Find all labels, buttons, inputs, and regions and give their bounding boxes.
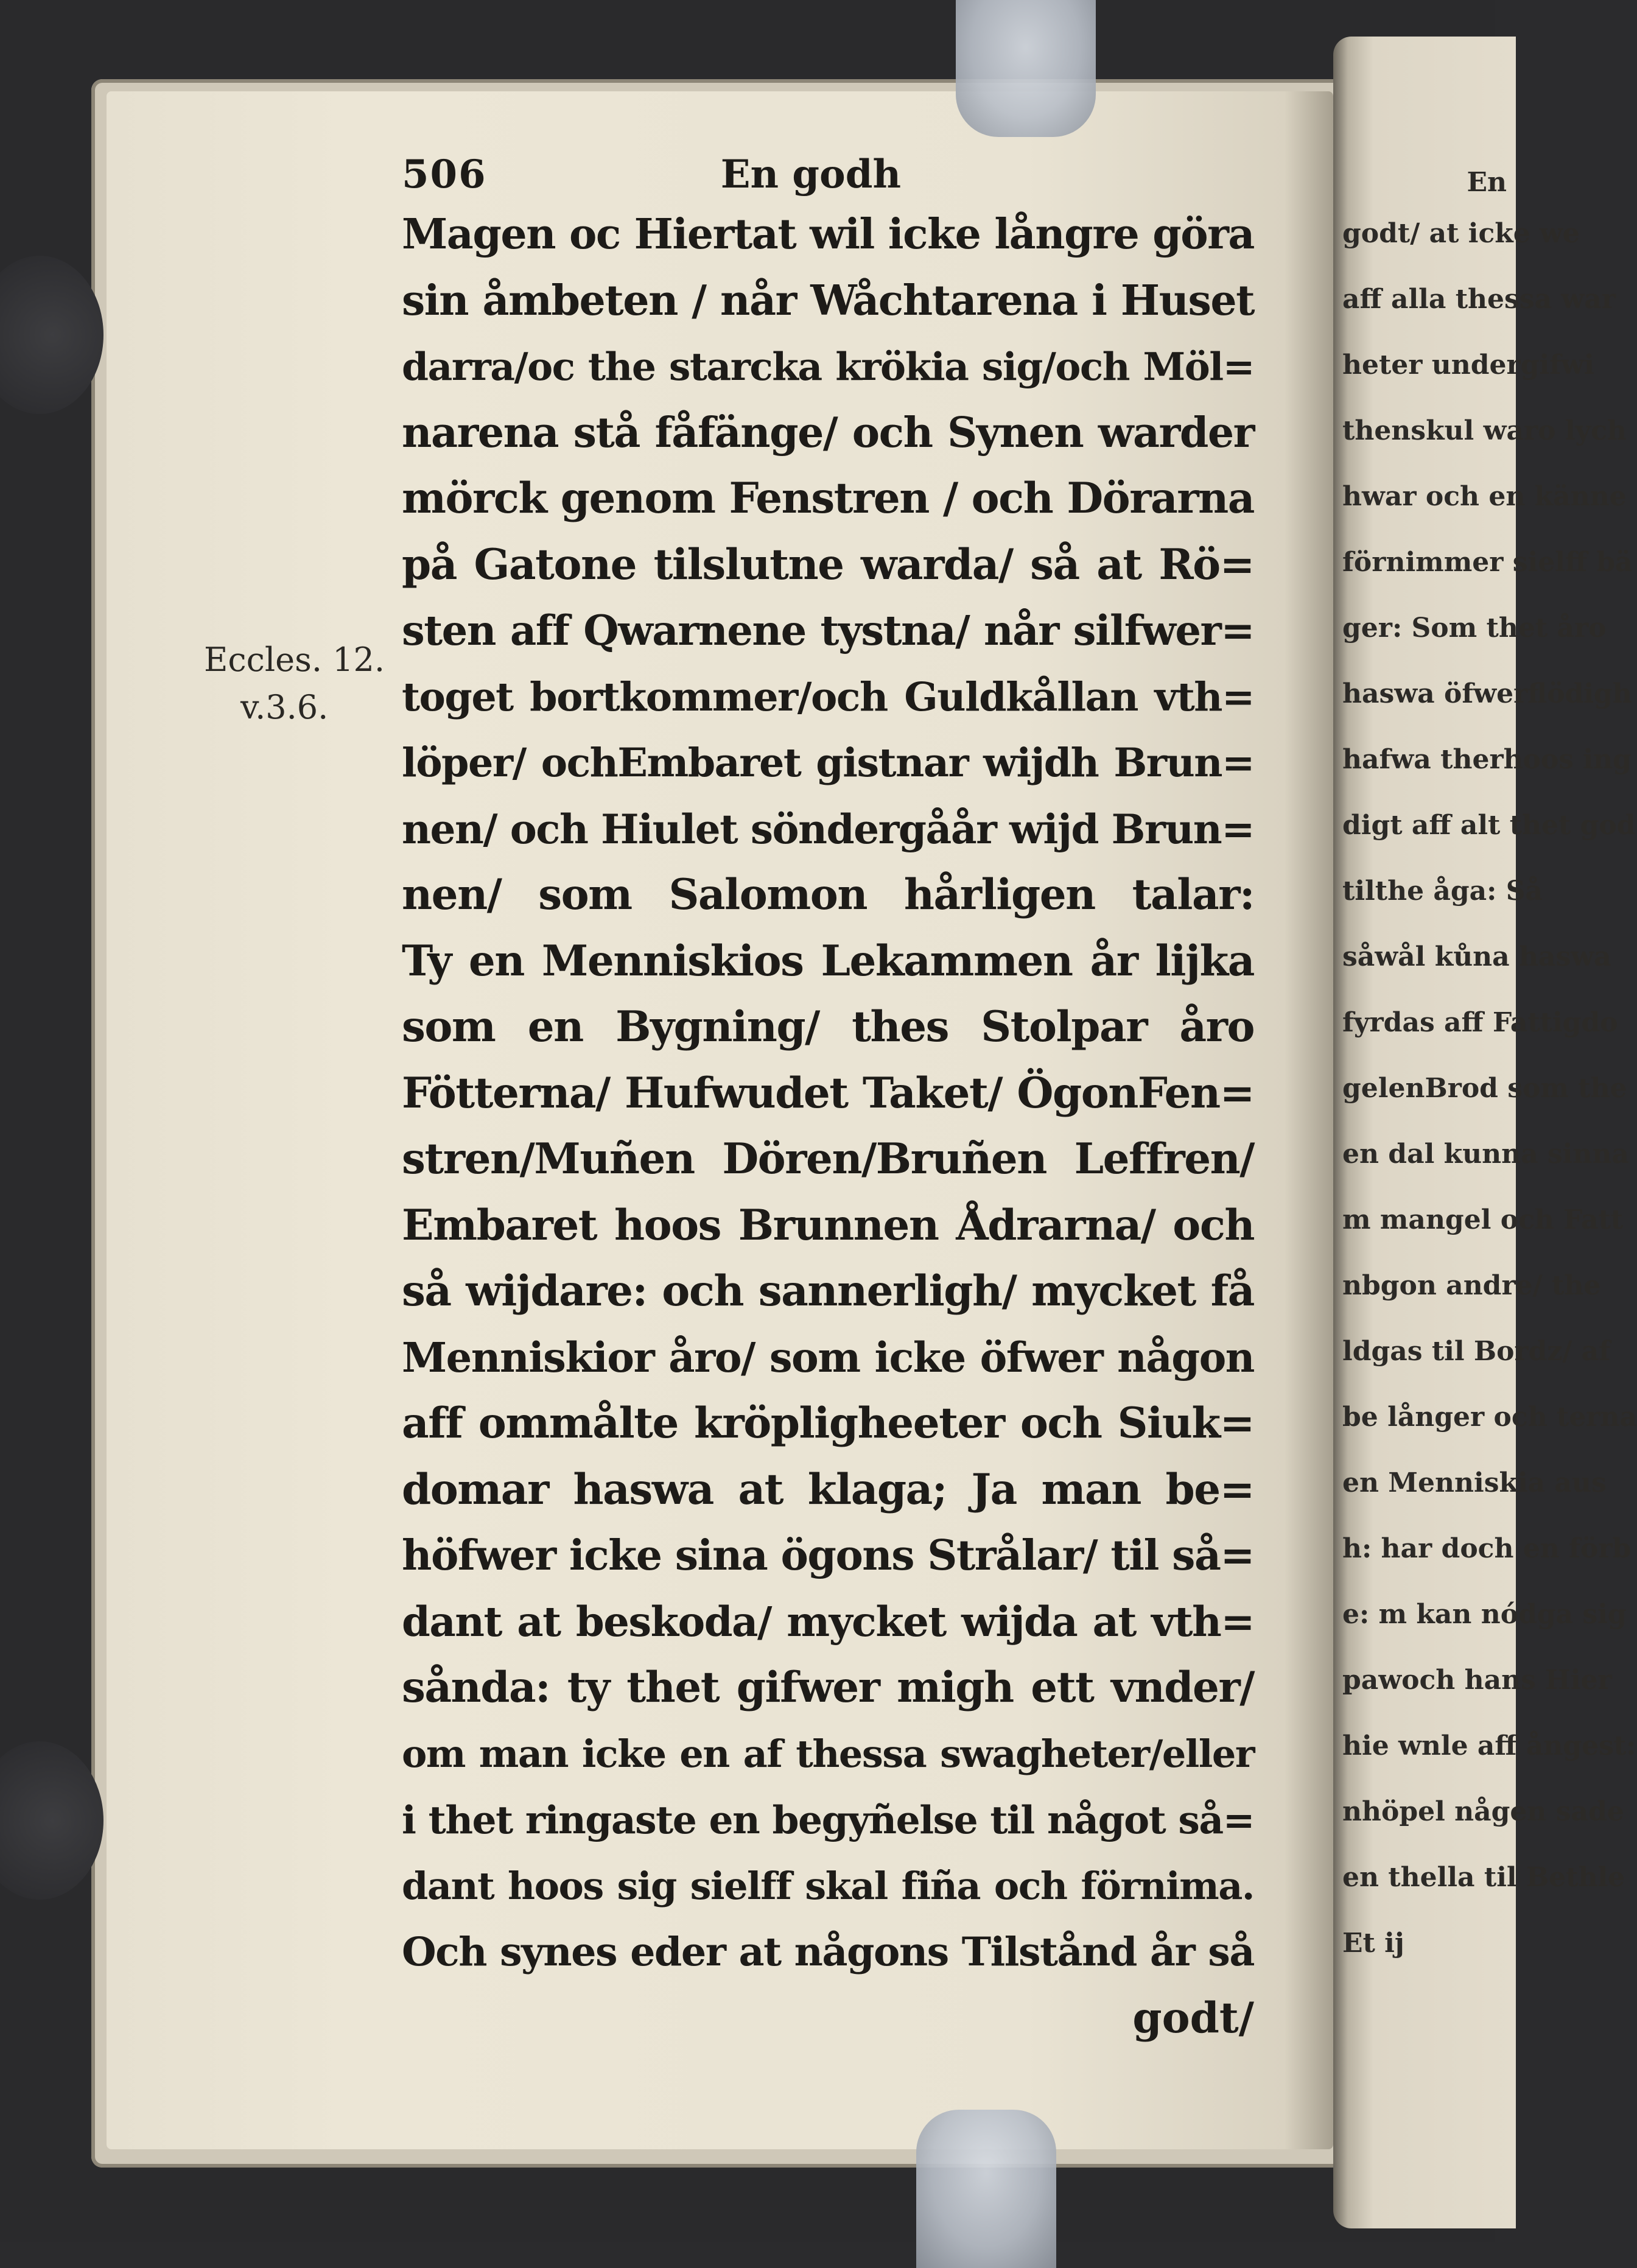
- text-line: i thet ringaste en begyñelse til något så=: [402, 1797, 1254, 1842]
- facing-text-line: hie wnle aff ångest:: [1342, 1730, 1636, 1761]
- text-line: stren/Muñen Dören/Bruñen Leffren/: [402, 1134, 1254, 1184]
- facing-text-line: e: m kan nódga sig: [1342, 1599, 1627, 1630]
- text-line: nen/ och Hiulet söndergåår wijd Brun=: [402, 805, 1254, 853]
- book-clip-bottom: [916, 2110, 1056, 2268]
- text-line: Embaret hoos Brunnen Ådrarna/ och: [402, 1200, 1254, 1250]
- text-line: Ty en Menniskios Lekammen år lijka: [402, 936, 1254, 986]
- right-page-text: [1342, 164, 1637, 1976]
- facing-text-line: thenskul waro lych: [1342, 415, 1627, 446]
- page-number: 506: [402, 152, 487, 197]
- facing-text-line: m mangel och Fatt: [1342, 1204, 1624, 1235]
- text-line: som en Bygning/ thes Stolpar åro: [402, 1002, 1254, 1051]
- right-running-head: En: [1467, 167, 1507, 198]
- body-text: [402, 202, 1272, 1985]
- text-line: sånda: ty thet gifwer migh ett vnder/: [402, 1663, 1254, 1712]
- facing-text-line: såwål kůna haswa: [1342, 941, 1611, 972]
- right-body-text: [1342, 201, 1637, 1976]
- left-page-text: [402, 152, 1272, 2051]
- text-line: Magen oc Hiertat wil icke långre göra: [402, 210, 1254, 259]
- page-weight-bottom: [0, 1741, 103, 1900]
- page-weight-top: [0, 256, 103, 414]
- text-line: dant hoos sig sielff skal fiña och förnima.: [402, 1863, 1254, 1908]
- text-line: sten aff Qwarnene tystna/ når silfwer=: [402, 606, 1254, 655]
- facing-text-line: en Menniskia aus: [1342, 1467, 1607, 1498]
- facing-text-line: tilthe åga: Så: [1342, 876, 1543, 907]
- facing-text-line: gelenBrod som the: [1342, 1073, 1627, 1104]
- text-line: narena stå fåfänge/ och Synen warder: [402, 408, 1254, 457]
- running-head-title: En godh: [720, 152, 901, 197]
- facing-text-line: en dal kunna sinna: [1342, 1139, 1629, 1170]
- facing-text-line: en thella til Bethle: [1342, 1862, 1625, 1893]
- text-line: höfwer icke sina ögons Strålar/ til så=: [402, 1531, 1254, 1580]
- facing-text-line: hafwa therhoos ing: [1342, 744, 1632, 775]
- margin-note: [204, 636, 385, 731]
- margin-note-line: Eccles. 12.: [204, 641, 385, 679]
- facing-text-line: pawoch hans Hier: [1342, 1665, 1612, 1696]
- catchword: godt/: [1132, 1993, 1254, 2043]
- text-line: på Gatone tilslutne warda/ så at Rö=: [402, 539, 1254, 589]
- text-line: mörck genom Fenstren / och Dörarna: [402, 474, 1254, 523]
- facing-text-line: nbgon andre/ the: [1342, 1270, 1601, 1301]
- running-head: [402, 152, 901, 197]
- facing-text-line: fyrdas aff Fattigdo: [1342, 1007, 1618, 1038]
- facing-text-line: heter undergifwi: [1342, 349, 1594, 381]
- facing-text-line: Et ij: [1342, 1928, 1404, 1959]
- facing-text-line: h: har doch en förb: [1342, 1533, 1632, 1564]
- text-line: sin åmbeten / når Wåchtarena i Huset: [402, 276, 1254, 325]
- text-line: om man icke en af thessa swagheter/eller: [402, 1731, 1254, 1776]
- text-line: toget bortkommer/och Guldkållan vth=: [402, 673, 1254, 720]
- text-line: darra/oc the starcka krökia sig/och Möl=: [402, 344, 1254, 389]
- text-line: aff ommålte kröpligheeter och Siuk=: [402, 1399, 1254, 1448]
- text-line: så wijdare: och sannerligh/ mycket få: [402, 1266, 1254, 1316]
- book-clip-top: [956, 0, 1096, 137]
- facing-text-line: ldgas til Bordz/ af: [1342, 1336, 1611, 1367]
- text-line: löper/ ochEmbaret gistnar wijdh Brun=: [402, 740, 1254, 786]
- facing-text-line: aff alla thessa war: [1342, 284, 1616, 315]
- text-line: domar haswa at klaga; Ja man be=: [402, 1464, 1254, 1514]
- text-line: nen/ som Salomon hårligen talar:: [402, 870, 1254, 919]
- facing-text-line: digt aff alt thet god: [1342, 810, 1636, 841]
- facing-text-line: godt/ at icke we: [1342, 218, 1580, 249]
- text-line: Menniskior åro/ som icke öfwer någon: [402, 1333, 1254, 1382]
- facing-text-line: ger: Som thet åro: [1342, 613, 1607, 644]
- text-line: Fötterna/ Hufwudet Taket/ ÖgonFen=: [402, 1068, 1254, 1118]
- facing-text-line: nhöpel någen sade: [1342, 1796, 1624, 1827]
- facing-text-line: hwar och en känne: [1342, 481, 1627, 512]
- text-line: Och synes eder at någons Tilstånd år så: [402, 1929, 1254, 1975]
- margin-note-line: v.3.6.: [240, 688, 329, 726]
- facing-text-line: förnimmer sielff bä: [1342, 547, 1633, 578]
- text-line: dant at beskoda/ mycket wijda at vth=: [402, 1597, 1254, 1646]
- facing-text-line: haswa öfwerflödigh: [1342, 678, 1632, 709]
- facing-text-line: be långer och terna: [1342, 1402, 1637, 1433]
